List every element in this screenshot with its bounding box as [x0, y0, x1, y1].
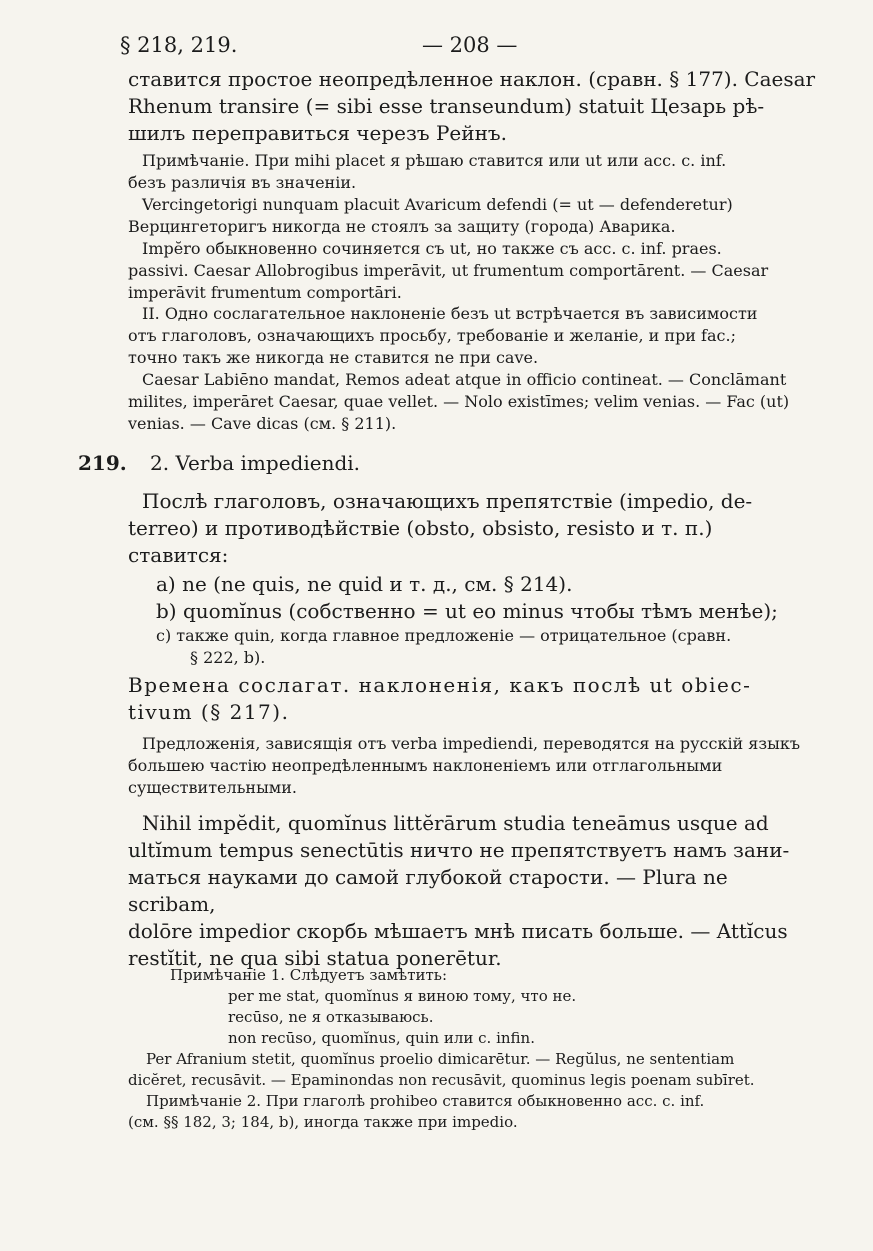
example-line: per me stat, quomĭnus я виною тому, что не.	[228, 987, 577, 1005]
text-line: ставится простое неопредѣленное наклон. (сравн. § 177). Caesar	[128, 67, 816, 91]
text-line: шилъ переправиться черезъ Рейнъ.	[128, 121, 508, 145]
text-line: milites, imperāret Caesar, quae vellet. — Nolo existīmes; velim venias. — Fac (ut)	[128, 392, 790, 411]
text-line: безъ различія въ значеніи.	[128, 173, 357, 192]
section-title: 2. Verba impediendi.	[150, 451, 360, 475]
text-line: Примѣчаніе. При mihi placet я рѣшаю ставится или ut или acc. c. inf.	[142, 151, 727, 170]
conjunction-list	[128, 571, 818, 669]
text-line: ultĭmum tempus senectūtis ничто не препятствуетъ намъ зани-	[128, 838, 790, 862]
text-line: Rhenum transire (= sibi esse transeundum) statuit Цезарь рѣ-	[128, 94, 765, 118]
text-line: Per Afranium stetit, quomĭnus proelio dimicarētur. — Regŭlus, ne sententiam	[146, 1050, 735, 1068]
text-line: отъ глаголовъ, означающихъ просьбу, требованіе и желаніе, и при fac.;	[128, 326, 736, 345]
text-line: Верцингеторигъ никогда не стоялъ за защиту (города) Аварика.	[128, 217, 676, 236]
notes-block	[128, 965, 818, 1133]
note-heading: Примѣчаніе 1. Слѣдуетъ замѣтить:	[170, 966, 448, 984]
text-line: точно такъ же никогда не ставится ne при cave.	[128, 348, 539, 367]
translation-note	[128, 733, 818, 799]
note-subjunctive	[128, 303, 818, 435]
running-header-sections: § 218, 219.	[120, 33, 238, 57]
list-item: a) ne (ne quis, ne quid и т. д., см. § 214).	[156, 572, 573, 596]
text-line: маться науками до самой глубокой старости. — Plura ne scribam,	[128, 865, 728, 916]
note-mihi-placet	[128, 150, 818, 304]
text-line: Nihil impĕdit, quomĭnus littĕrārum studia teneāmus usque ad	[142, 811, 769, 835]
example-line: non recūso, quomĭnus, quin или c. infin.	[228, 1029, 535, 1047]
text-line: Предложенія, зависящія отъ verba impediendi, переводятся на русскій языкъ	[142, 734, 801, 753]
text-line: terreo) и противодѣйствіе (obsto, obsisto, resisto и т. п.)	[128, 516, 713, 540]
section-number: 219.	[78, 451, 127, 475]
text-line: большею частію неопредѣленнымъ наклоненіемъ или отглагольными	[128, 756, 723, 775]
text-line: Vercingetorigi nunquam placuit Avaricum defendi (= ut — defenderetur)	[142, 195, 733, 214]
text-line: tivum (§ 217).	[128, 700, 290, 724]
tenses-paragraph	[128, 672, 818, 726]
text-line: Impĕro обыкновенно сочиняется съ ut, но также съ acc. c. inf. praes.	[142, 239, 722, 258]
text-line: dicĕret, recusāvit. — Epaminondas non recusāvit, quominus legis poenam subīret.	[128, 1071, 755, 1089]
text-line: II. Одно сослагательное наклоненіе безъ ut встрѣчается въ зависимости	[142, 304, 758, 323]
text-line: venias. — Cave dicas (см. § 211).	[128, 414, 397, 433]
text-line: dolōre impedior скорбь мѣшаетъ мнѣ писать больше. — Attĭcus	[128, 919, 788, 943]
text-line: ставится:	[128, 543, 229, 567]
section-intro	[128, 488, 818, 569]
text-line: restĭtit, ne qua sibi statua ponerētur.	[128, 946, 502, 970]
page-number: — 208 —	[422, 33, 518, 57]
examples-paragraph	[128, 810, 818, 972]
intro-paragraph	[128, 66, 818, 147]
text-line: Послѣ глаголовъ, означающихъ препятствіе (impedio, de-	[142, 489, 753, 513]
text-line: passivi. Caesar Allobrogibus imperāvit, ut frumentum comportārent. — Caesar	[128, 261, 769, 280]
text-line: существительными.	[128, 778, 297, 797]
list-item: c) также quin, когда главное предложеніе — отрицательное (сравн.	[156, 626, 732, 645]
text-line: (см. §§ 182, 3; 184, b), иногда также при impedio.	[128, 1113, 518, 1131]
text-line: imperāvit frumentum comportāri.	[128, 283, 402, 302]
text-line: Caesar Labiēno mandat, Remos adeat atque in officio contineat. — Conclāmant	[142, 370, 787, 389]
example-line: recūso, ne я отказываюсь.	[228, 1008, 434, 1026]
list-item: b) quomĭnus (собственно = ut eo minus чтобы тѣмъ менѣе);	[156, 599, 778, 623]
text-line: Времена сослагат. наклоненія, какъ послѣ ut obiec-	[128, 673, 752, 697]
list-item-continuation: § 222, b).	[190, 648, 266, 667]
note-heading: Примѣчаніе 2. При глаголѣ prohibeo ставится обыкновенно acc. c. inf.	[146, 1092, 705, 1110]
